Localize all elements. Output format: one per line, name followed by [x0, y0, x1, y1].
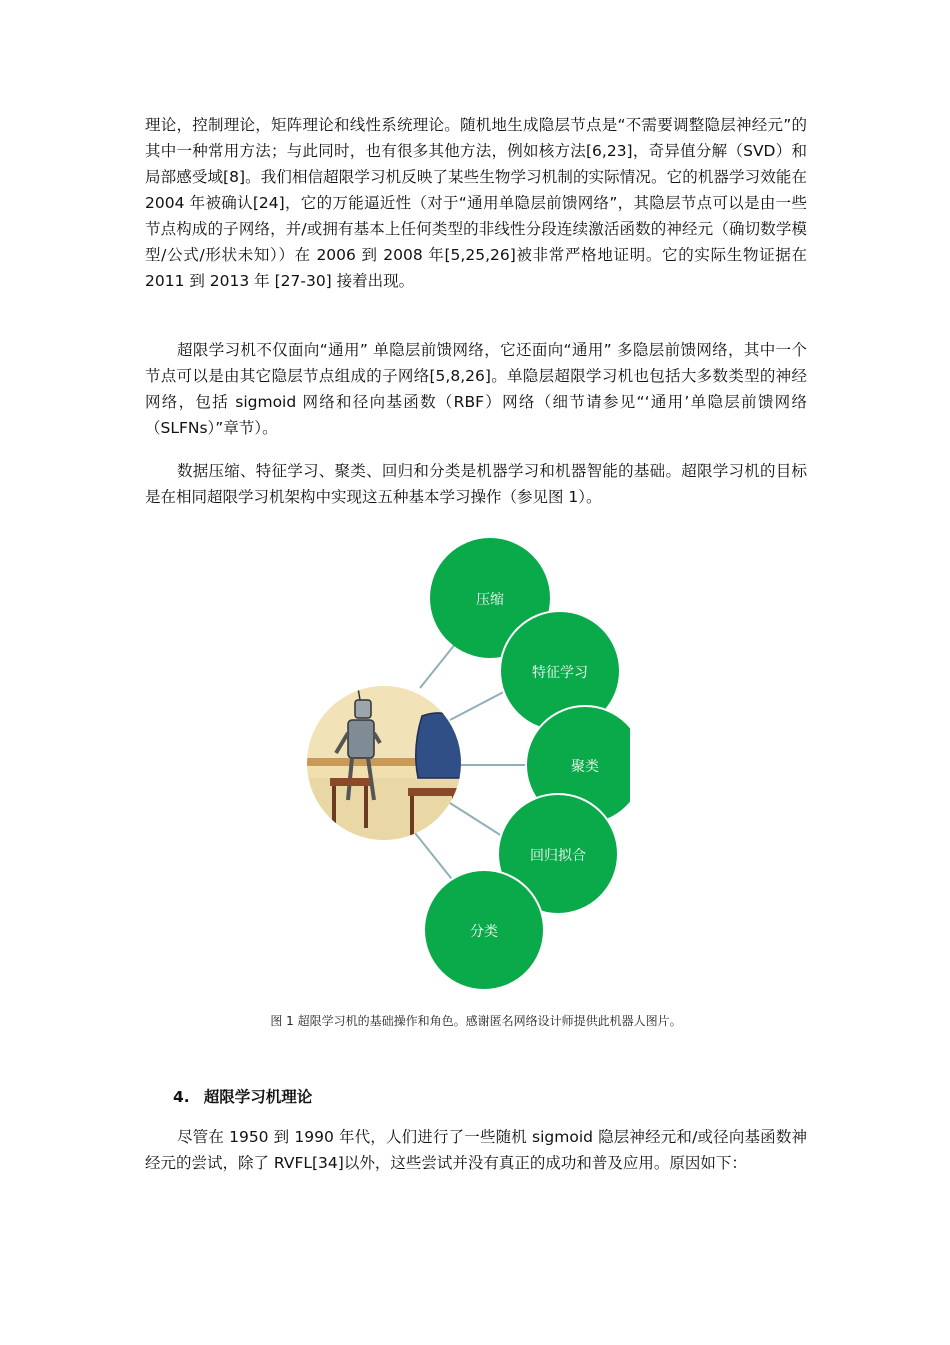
circle-label: 特征学习	[532, 665, 588, 681]
paragraph-1: 理论，控制理论，矩阵理论和线性系统理论。随机地生成隐层节点是“不需要调整隐层神经元”的其中一种常用方法；与此同时，也有很多其他方法，例如核方法[6,23]，奇异值分解（SVD）和局部感受域[8]。我们相信超限学习机反映了某些生物学习机制的实际情况。它的机器学习效能在 2004 年被确认[24]，它的万能逼近性（对于“通用单隐层前馈网络”，其隐层节点可以是由一些节点构成的子网络，并/或拥有基本上任何类型的非线性分段连续激活函数的神经元（确切数学模型/公式/形状未知））在 2006 到 2008 年[5,25,26]被非常严格地证明。它的实际生物证据在 2011 到 2013 年 [27-30] 接着出现。	[145, 116, 807, 290]
section-number: 4.	[173, 1088, 190, 1106]
circle-label: 回归拟合	[530, 848, 586, 864]
connector-line	[450, 803, 505, 838]
elm-operations-diagram	[300, 538, 630, 993]
paragraph-2: 超限学习机不仅面向“通用” 单隐层前馈网络，它还面向“通用” 多隐层前馈网络，其中一个节点可以是由其它隐层节点组成的子网络[5,8,26]。单隐层超限学习机也包括大多数类型的神经网络，包括 sigmoid 网络和径向基函数（RBF）网络（细节请参见“‘通用’单隐层前馈网络（SLFNs）”章节）。	[145, 341, 807, 437]
circle-label: 压缩	[476, 592, 504, 608]
section-heading	[173, 1085, 312, 1107]
circle-classification	[424, 870, 544, 990]
section-title: 超限学习机理论	[203, 1088, 313, 1106]
connector-line	[415, 833, 455, 883]
paragraph-4: 尽管在 1950 到 1990 年代，人们进行了一些随机 sigmoid 隐层神经元和/或径向基函数神经元的尝试，除了 RVFL[34]以外，这些尝试并没有真正的成功和普及应用。原因如下：	[145, 1128, 807, 1172]
circle-label: 分类	[470, 924, 498, 940]
circle-label: 聚类	[571, 759, 599, 775]
figure-caption: 图 1 超限学习机的基础操作和角色。感谢匿名网络设计师提供此机器人图片。	[270, 1014, 682, 1028]
paragraph-3: 数据压缩、特征学习、聚类、回归和分类是机器学习和机器智能的基础。超限学习机的目标是在相同超限学习机架构中实现这五种基本学习操作（参见图 1）。	[145, 462, 807, 506]
robot-thinking-illustration	[300, 686, 470, 848]
figure-1	[300, 538, 630, 993]
